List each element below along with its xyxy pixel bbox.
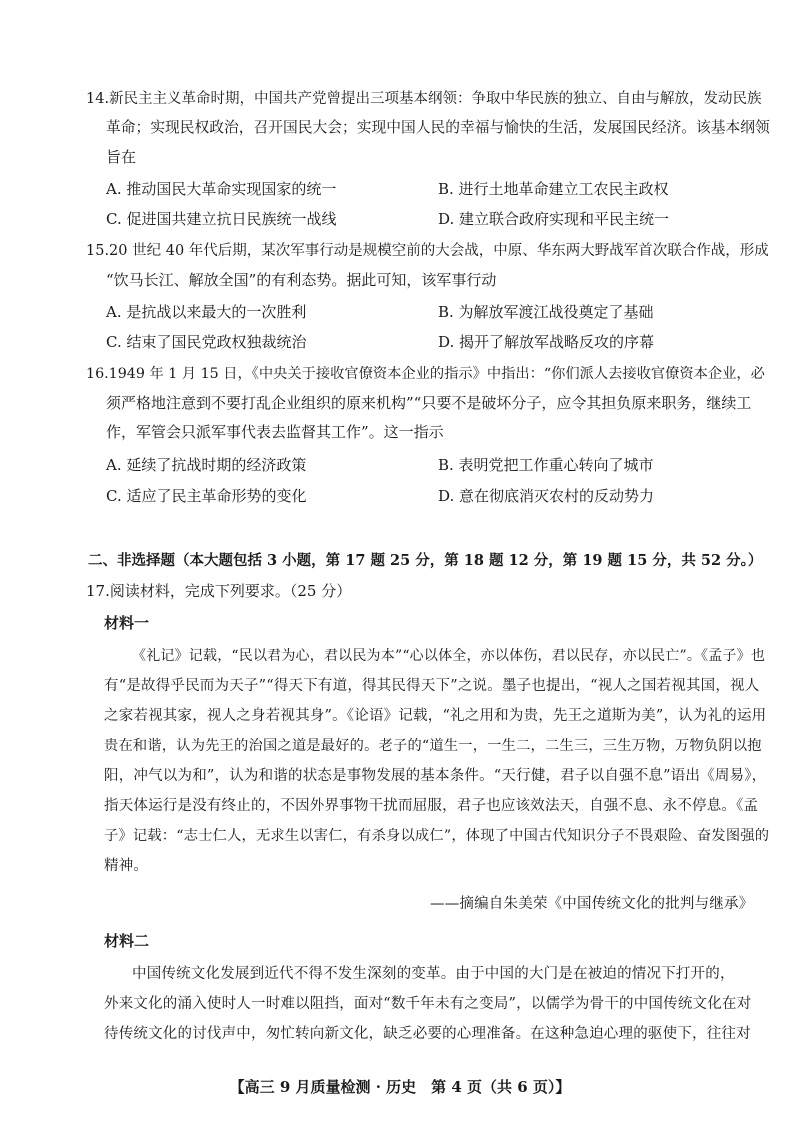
q16-option-d: D. 意在彻底消灭农村的反动势力 xyxy=(438,487,655,505)
q15-option-c: C. 结束了国民党政权独裁统治 xyxy=(106,333,307,351)
material-1-line-8: 精神。 xyxy=(104,858,149,874)
material-1-line-2: 有“是故得乎民而为天子”“得天下有道，得其民得天下”之说。墨子也提出，“视人之国若视其国，视人 xyxy=(104,678,760,694)
material-2-label: 材料二 xyxy=(104,932,150,950)
q15-option-a: A. 是抗战以来最大的一次胜利 xyxy=(106,303,307,321)
material-1-source: ——摘编自朱美荣《中国传统文化的批判与继承》 xyxy=(430,896,754,912)
q17-title: 17.阅读材料，完成下列要求。（25 分） xyxy=(86,582,352,600)
material-2-line-2: 外来文化的涌入使时人一时难以阻挡，面对“数千年未有之变局”，以儒学为骨干的中国传统文化在对 xyxy=(104,996,752,1012)
q16-option-c: C. 适应了民主革命形势的变化 xyxy=(106,487,307,505)
material-1-label: 材料一 xyxy=(104,614,150,632)
q15-option-d: D. 揭开了解放军战略反攻的序幕 xyxy=(438,333,655,351)
q14-option-c: C. 促进国共建立抗日民族统一战线 xyxy=(106,210,337,228)
section-2-heading: 二、非选择题（本大题包括 3 小题，第 17 题 25 分，第 18 题 12 分，第 19 题 15 分，共 52 分。） xyxy=(88,552,763,569)
q14-stem-line-3: 旨在 xyxy=(106,148,137,166)
material-1-line-4: 贵在和谐，认为先王的治国之道是最好的。老子的“道生一，一生二，二生三，三生万物，万物负阴以抱 xyxy=(104,738,762,754)
q15-stem-line-1: 15.20 世纪 40 年代后期，某次军事行动是规模空前的大会战，中原、华东两大野战军首次联合作战，形成 xyxy=(86,243,769,259)
q14-stem-line-1: 14.新民主主义革命时期，中国共产党曾提出三项基本纲领：争取中华民族的独立、自由与解放，发动民族 xyxy=(86,91,762,107)
material-1-line-3: 之家若视其家，视人之身若视其身”。《论语》记载，“礼之用和为贵，先王之道斯为美”，认为礼的运用 xyxy=(104,708,767,724)
material-1-line-6: 指天体运行是没有终止的，不因外界事物干扰而屈服，君子也应该效法天，自强不息、永不停息。《孟 xyxy=(104,798,759,814)
q16-stem-line-3: 作，军管会只派军事代表去监督其工作”。这一指示 xyxy=(106,423,444,441)
material-2-line-3: 待传统文化的讨伐声中，匆忙转向新文化，缺乏必要的心理准备。在这种急迫心理的驱使下，往往对 xyxy=(104,1026,751,1042)
q14-option-d: D. 建立联合政府实现和平民主统一 xyxy=(438,210,670,228)
material-1-line-7: 子》记载：“志士仁人，无求生以害仁，有杀身以成仁”，体现了中国古代知识分子不畏艰险、奋发图强的 xyxy=(104,828,770,844)
q15-option-b: B. 为解放军渡江战役奠定了基础 xyxy=(438,303,654,321)
material-2-line-1: 中国传统文化发展到近代不得不发生深刻的变革。由于中国的大门是在被迫的情况下打开的， xyxy=(132,966,735,982)
q16-stem-line-2: 须严格地注意到不要打乱企业组织的原来机构”“只要不是破坏分子，应令其担负原来职务，继续工 xyxy=(106,394,752,412)
q14-option-a: A. 推动国民大革命实现国家的统一 xyxy=(106,180,337,198)
q14-stem-line-2: 革命；实现民权政治，召开国民大会；实现中国人民的幸福与愉快的生活，发展国民经济。该基本纲领 xyxy=(106,119,770,136)
q14-option-b: B. 进行土地革命建立工农民主政权 xyxy=(438,180,669,198)
q16-stem-line-1: 16.1949 年 1 月 15 日，《中央关于接收官僚资本企业的指示》中指出：“你们派人去接收官僚资本企业，必 xyxy=(86,366,765,382)
material-1-line-1: 《礼记》记载，“民以君为心，君以民为本”“心以体全，亦以体伤，君以民存，亦以民亡”。《孟子》也 xyxy=(132,648,766,664)
q16-option-b: B. 表明党把工作重心转向了城市 xyxy=(438,456,654,474)
page-footer: 【高三 9 月质量检测 · 历史 第 4 页（共 6 页）】 xyxy=(229,1078,571,1096)
material-1-line-5: 阳，冲气以为和”，认为和谐的状态是事物发展的基本条件。“天行健，君子以自强不息”语出《周易》， xyxy=(104,768,767,784)
q16-option-a: A. 延续了抗战时期的经济政策 xyxy=(106,456,307,474)
q15-stem-line-2: “饮马长江、解放全国”的有利态势。据此可知，该军事行动 xyxy=(106,271,497,289)
